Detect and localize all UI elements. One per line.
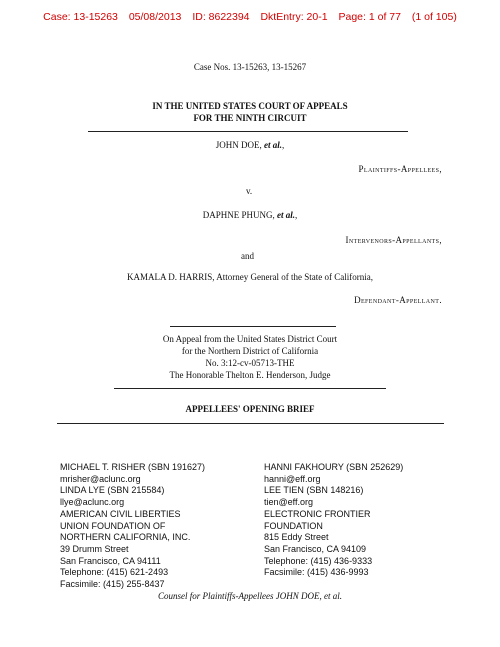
party-1-role: Plaintiffs-Appellees,: [358, 164, 442, 174]
counsel-right: [264, 462, 403, 579]
counsel-right-line: FOUNDATION: [264, 520, 323, 531]
counsel-left-email: mrisher@aclunc.org: [60, 473, 141, 484]
counsel-left-line: San Francisco, CA 94111: [60, 555, 161, 566]
counsel-left-line: AMERICAN CIVIL LIBERTIES: [60, 508, 181, 519]
versus: v.: [246, 186, 253, 196]
header-total: (1 of 105): [411, 11, 457, 23]
appeal-line-1: On Appeal from the United States District Court: [162, 334, 338, 344]
counsel-right-line: HANNI FAKHOURY (SBN 252629): [264, 462, 404, 472]
party-3-name: KAMALA D. HARRIS, Attorney General of the State of California,: [127, 272, 373, 282]
counsel-left-line: Telephone: (415) 621-2493: [60, 567, 169, 578]
divider-brief: [57, 423, 444, 424]
counsel-right-line: Telephone: (415) 436-9333: [264, 555, 373, 566]
court-line-1: IN THE UNITED STATES COURT OF APPEALS: [152, 101, 348, 111]
and-connector: and: [241, 251, 254, 261]
counsel-for: Counsel for Plaintiffs-Appellees JOHN DOE, et al.: [158, 591, 342, 601]
case-numbers: Case Nos. 13-15263, 13-15267: [193, 62, 307, 72]
party-1-name: JOHN DOE, et al.,: [215, 140, 285, 150]
counsel-right-line: 815 Eddy Street: [264, 532, 329, 543]
counsel-left-line: MICHAEL T. RISHER (SBN 191627): [60, 462, 206, 472]
counsel-left-line: UNION FOUNDATION OF: [60, 520, 166, 531]
header-page: Page: 1 of 77: [338, 11, 401, 23]
header-dkt: DktEntry: 20-1: [260, 11, 328, 23]
party-3-role: Defendant-Appellant.: [354, 295, 442, 305]
appeal-line-4: The Honorable Thelton E. Henderson, Judge: [169, 370, 331, 380]
divider-appeal-top: [170, 326, 336, 327]
counsel-right-line: Facsimile: (415) 436-9993: [264, 567, 369, 578]
appeal-line-3: No. 3:12-cv-05713-THE: [205, 358, 295, 368]
counsel-left-line: Facsimile: (415) 255-8437: [60, 579, 165, 590]
party-2-role: Intervenors-Appellants,: [345, 235, 442, 245]
appeal-line-2: for the Northern District of California: [181, 346, 319, 356]
header-date: 05/08/2013: [128, 11, 182, 23]
header-case: Case: 13-15263: [43, 11, 118, 23]
counsel-right-line: San Francisco, CA 94109: [264, 543, 367, 554]
counsel-left-line: LINDA LYE (SBN 215584): [60, 485, 165, 496]
ecf-header: [0, 11, 500, 23]
counsel-left: [60, 462, 205, 591]
court-line-2: FOR THE NINTH CIRCUIT: [193, 113, 307, 123]
counsel-left-line: 39 Drumm Street: [60, 543, 129, 554]
counsel-left-line: NORTHERN CALIFORNIA, INC.: [60, 532, 191, 543]
counsel-right-email: hanni@eff.org: [264, 473, 321, 484]
divider-appeal-bottom: [114, 388, 386, 389]
brief-title: APPELLEES' OPENING BRIEF: [185, 404, 315, 414]
counsel-right-line: LEE TIEN (SBN 148216): [264, 485, 364, 496]
party-2-name: DAPHNE PHUNG, et al.,: [202, 210, 298, 220]
header-id: ID: 8622394: [192, 11, 250, 23]
divider-top: [88, 131, 408, 132]
counsel-right-email: tien@eff.org: [264, 497, 313, 508]
counsel-right-line: ELECTRONIC FRONTIER: [264, 508, 371, 519]
counsel-left-email: llye@aclunc.org: [60, 497, 125, 508]
